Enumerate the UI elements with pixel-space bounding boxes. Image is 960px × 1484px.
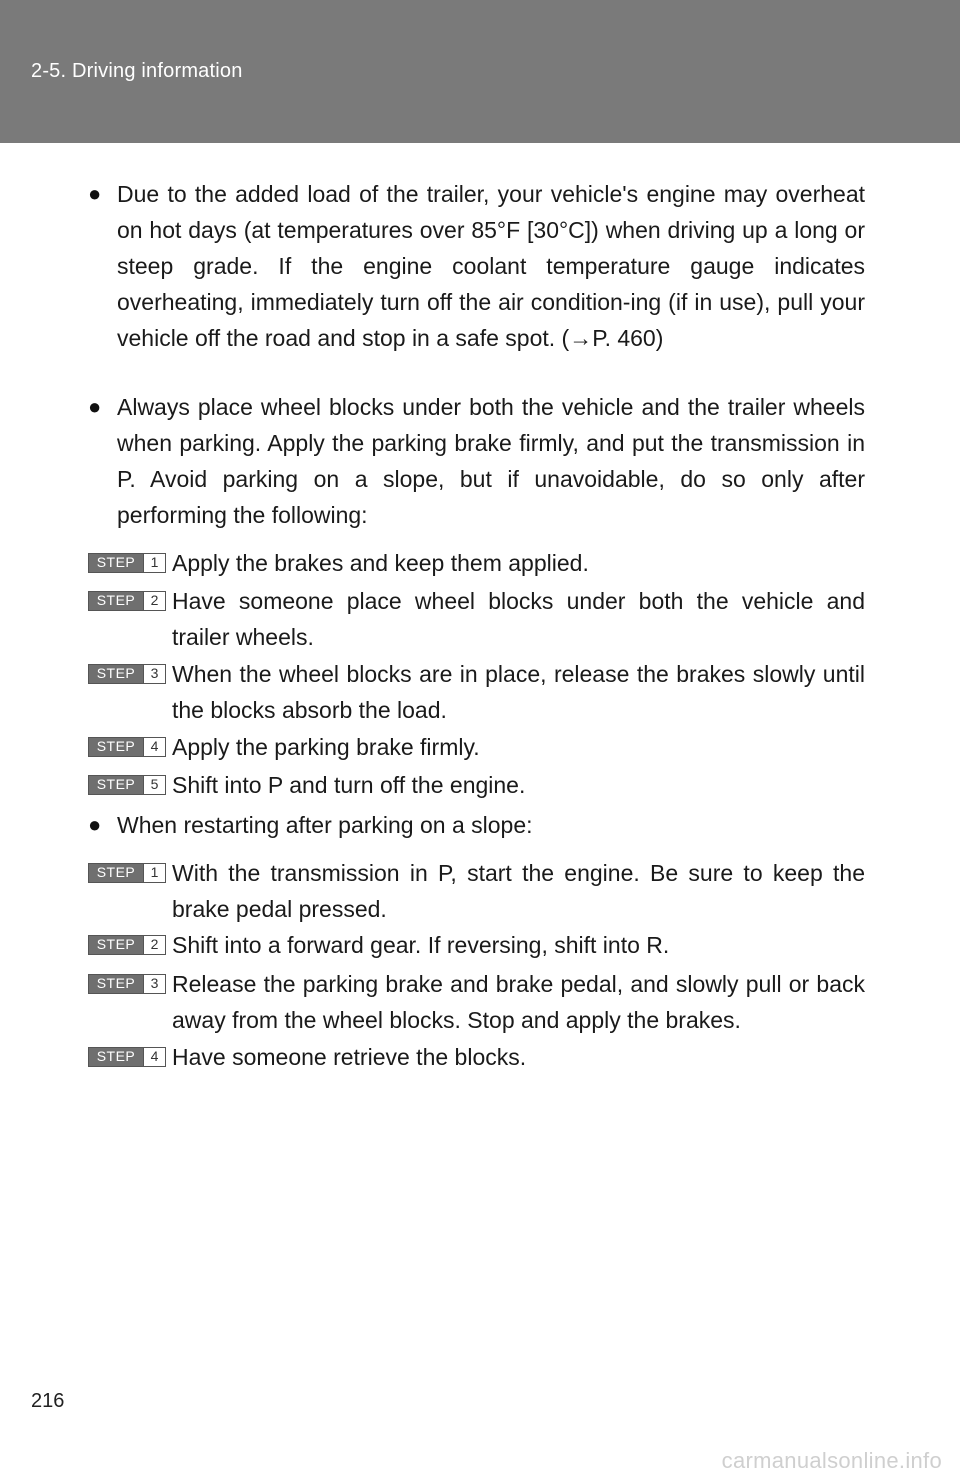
step-badge: STEP 3 xyxy=(88,974,166,994)
page-number: 216 xyxy=(31,1390,65,1412)
step-text: Apply the brakes and keep them applied. xyxy=(172,550,589,576)
step-text: When the wheel blocks are in place, release the brakes slowly until the blocks absorb the load. xyxy=(172,661,865,723)
bullet-parking xyxy=(88,389,865,533)
page-header xyxy=(0,0,960,143)
step-text: Release the parking brake and brake pedal, and slowly pull or back away from the wheel blocks. Stop and apply the brakes. xyxy=(172,971,865,1033)
bullet-overheat xyxy=(88,176,865,356)
step-text: Apply the parking brake firmly. xyxy=(172,734,480,760)
step-item xyxy=(88,545,865,581)
step-badge: STEP 5 xyxy=(88,775,166,795)
bullet-dot-icon: ● xyxy=(88,181,102,206)
step-text: With the transmission in P, start the engine. Be sure to keep the brake pedal pressed. xyxy=(172,860,865,922)
bullet-text: When restarting after parking on a slope: xyxy=(117,812,533,838)
bullet-text: Always place wheel blocks under both the vehicle and the trailer wheels when parking. Apply the parking brake firmly, and put the transmission in P. Avoid parking on a slope, but if unavoidable, do so only after performing the following: xyxy=(117,394,865,528)
step-item xyxy=(88,966,865,1038)
step-item xyxy=(88,855,865,927)
watermark: carmanualsonline.info xyxy=(721,1448,942,1473)
step-item xyxy=(88,927,865,963)
step-item xyxy=(88,1039,865,1075)
step-badge: STEP 3 xyxy=(88,664,166,684)
step-item xyxy=(88,729,865,765)
step-badge: STEP 2 xyxy=(88,591,166,611)
bullet-text: Due to the added load of the trailer, your vehicle's engine may overheat on hot days (at temperatures over 85°F [30°C]) when driving up a long or steep grade. If the engine coolant temperature gauge indicates overheating, immediately turn off the air condition-ing (if in use), pull your vehicle off the road and stop in a safe spot. (→P. 460) xyxy=(117,181,865,351)
step-badge: STEP 4 xyxy=(88,1047,166,1067)
step-badge: STEP 2 xyxy=(88,935,166,955)
bullet-restart xyxy=(88,807,865,843)
step-item xyxy=(88,767,865,803)
step-text: Have someone place wheel blocks under both the vehicle and trailer wheels. xyxy=(172,588,865,650)
step-text: Have someone retrieve the blocks. xyxy=(172,1044,527,1070)
step-text: Shift into P and turn off the engine. xyxy=(172,772,526,798)
step-item xyxy=(88,656,865,728)
bullet-dot-icon: ● xyxy=(88,812,102,837)
bullet-dot-icon: ● xyxy=(88,394,102,419)
step-item xyxy=(88,583,865,655)
section-title: 2-5. Driving information xyxy=(31,60,243,82)
step-badge: STEP 1 xyxy=(88,553,166,573)
step-text: Shift into a forward gear. If reversing, shift into R. xyxy=(172,932,670,958)
step-badge: STEP 1 xyxy=(88,863,166,883)
step-badge: STEP 4 xyxy=(88,737,166,757)
